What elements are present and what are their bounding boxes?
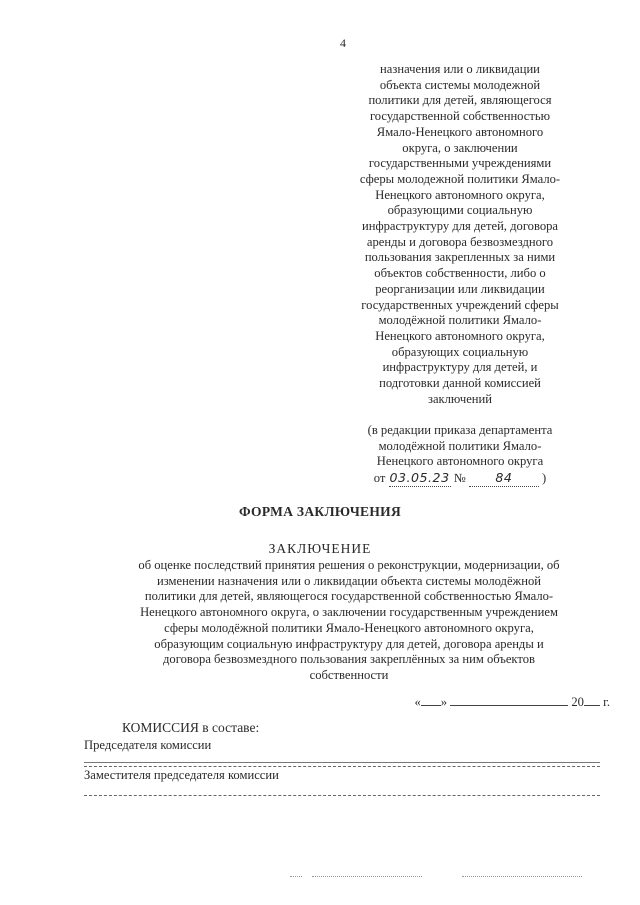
header-line: реорганизации или ликвидации <box>375 281 545 296</box>
header-line: инфраструктуру для детей, и <box>382 360 538 375</box>
chair-label: Председателя комиссии <box>84 738 212 752</box>
deputy-label: Заместителя председателя комиссии <box>84 768 279 782</box>
conclusion-line: собственности <box>309 667 389 682</box>
conclusion-line: Ненецкого автономного округа, о заключении государственным учреждением <box>140 605 558 620</box>
header-line: округа, о заключении <box>402 140 518 155</box>
commission-label: КОМИССИЯ в составе: <box>122 720 260 735</box>
year-prefix: 20 <box>571 695 584 709</box>
edition-closing: ) <box>542 471 547 486</box>
header-line: инфраструктуру для детей, договора <box>361 219 559 234</box>
day-blank <box>421 694 441 706</box>
bottom-dots <box>312 876 422 877</box>
header-line: Ямало-Ненецкого автономного <box>376 124 544 139</box>
conclusion-line: политики для детей, являющегося государственной собственностью Ямало- <box>144 589 554 604</box>
edition-number-field: 84 <box>469 470 539 487</box>
header-line: сферы молодежной политики Ямало- <box>359 171 561 186</box>
header-line: пользования закрепленных за ними <box>364 250 556 265</box>
header-line: молодёжной политики Ямало- <box>378 313 542 328</box>
edition-number-sign: № <box>453 471 466 486</box>
header-line: заключений <box>427 391 493 406</box>
edition-date-field: 03.05.23 <box>389 470 450 486</box>
edition-from-prefix: от <box>373 471 386 486</box>
header-line: объектов собственности, либо о <box>374 266 546 281</box>
bottom-dots <box>290 876 302 877</box>
edition-line: Ненецкого автономного округа <box>376 454 544 469</box>
form-title: ФОРМА ЗАКЛЮЧЕНИЯ <box>239 504 401 519</box>
conclusion-line: изменении назначения или о ликвидации объекта системы молодёжной <box>156 573 542 588</box>
bottom-dots <box>462 876 582 877</box>
header-line: образующими социальную <box>387 203 533 218</box>
header-line: Ненецкого автономного округа, <box>375 328 545 343</box>
edition-line: (в редакции приказа департамента <box>367 423 553 437</box>
edition-note <box>345 423 575 487</box>
year-blank <box>584 694 600 706</box>
conclusion-line: об оценке последствий принятия решения о реконструкции, модернизации, об <box>138 558 560 572</box>
year-suffix: г. <box>603 695 610 709</box>
header-line: государственными учреждениями <box>368 156 552 171</box>
conclusion-title: ЗАКЛЮЧЕНИЕ <box>268 541 372 556</box>
header-line: образующих социальную <box>391 344 529 359</box>
chair-rule <box>84 762 600 763</box>
date-open-quote: « <box>414 695 421 709</box>
header-line: Ненецкого автономного округа, <box>375 187 545 202</box>
conclusion-subtitle <box>84 558 614 684</box>
date-row <box>414 694 610 710</box>
header-line: политики для детей, являющегося <box>368 93 552 108</box>
header-line: государственных учреждений сферы <box>361 297 559 312</box>
conclusion-line: образующим социальную инфраструктуру для детей, договора аренды и <box>154 636 544 651</box>
conclusion-line: сферы молодёжной политики Ямало-Ненецкого автономного округа, <box>164 620 534 635</box>
appendix-header <box>345 62 575 407</box>
header-line: аренды и договора безвозмездного <box>366 234 554 249</box>
header-line: объекта системы молодежной <box>379 77 541 92</box>
header-line: подготовки данной комиссией <box>379 376 541 391</box>
date-close-quote: » <box>440 695 448 709</box>
chair-rule-secondary <box>84 766 600 767</box>
conclusion-line: договора безвозмездного пользования закреплённых за ним объектов <box>163 652 535 667</box>
edition-line: молодёжной политики Ямало- <box>378 438 542 453</box>
page-number: 4 <box>340 36 346 50</box>
edition-date-line <box>345 470 575 487</box>
month-blank <box>450 694 568 706</box>
header-line: назначения или о ликвидации <box>380 62 540 76</box>
deputy-rule <box>84 795 600 796</box>
header-line: государственной собственностью <box>369 109 551 124</box>
